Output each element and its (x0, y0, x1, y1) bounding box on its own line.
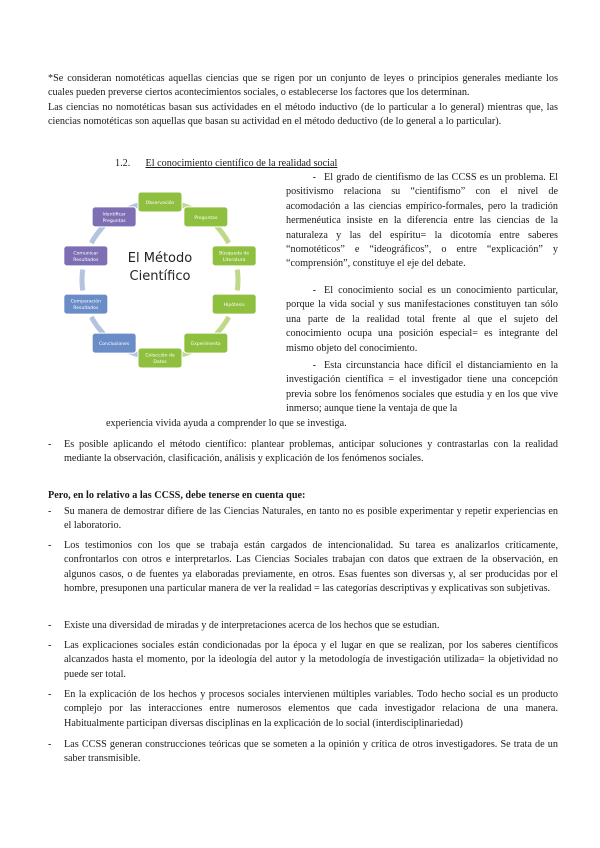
method-step-label: Literatura (222, 257, 246, 263)
bullet-item (48, 688, 558, 731)
bullet-text: Las explicaciones sociales están condicionadas por la época y el lugar en que se realizan, por los saberes científicos alcanzados hasta el momento, por la ideología del autor y la metodología de investigación utilizada= la objetividad no puede ser total. (64, 640, 558, 680)
bullet-item (48, 539, 558, 597)
method-step (212, 246, 256, 266)
right-paragraph-3 (286, 359, 558, 417)
bullet-text: Los testimonios con los que se trabaja están cargados de intencionalidad. Su tarea es analizarlos críticamente, confrontarlos con otros e interpretarlos. Las Ciencias Sociales trabajan con datos que extraen de la observación, en algunos casos, o de fuentes ya elaboradas previamente, en otros. Esas fuentes son diversas y, al ser producidas por el hombre, presuponen una particular manera de ver la realidad = las categorías descriptivas y explicativas son subjetivas. (64, 540, 558, 595)
method-step-label: Preguntas (102, 218, 126, 224)
bullet-item (48, 639, 558, 682)
method-step (64, 246, 108, 266)
method-step-label: Preguntas (194, 215, 218, 221)
dash-marker: - (312, 285, 316, 296)
diagram-title-line2: Científico (129, 269, 191, 284)
paragraph-text: El conocimiento social es un conocimiento particular, porque la vida social y sus manifestaciones constituyen tan sólo una parte de la realidad total frente al que el sujeto del conocimiento ocupa una posición especial= es integrante del mismo objeto del conocimiento. (286, 285, 558, 354)
bullet-text: Es posible aplicando el método científico: plantear problemas, anticipar soluciones y contrastarlas con la realidad mediante la observación, clasificación, análisis y explicación de los fenómenos sociales. (64, 439, 558, 465)
bullet-text: Las CCSS generan construcciones teóricas que se someten a la opinión y crítica de otros investigadores. Se trata de un saber transmisible. (64, 739, 558, 765)
method-step (138, 192, 182, 212)
dash-marker: - (48, 640, 52, 651)
right-paragraph-1 (286, 171, 558, 272)
section-heading (115, 157, 415, 171)
cycle-arrow-segment (82, 270, 83, 291)
method-step-label: Identificar (102, 212, 126, 218)
subheading: Pero, en lo relativo a las CCSS, debe tenerse en cuenta que: (48, 490, 306, 501)
method-step (92, 207, 136, 227)
method-step (64, 294, 108, 314)
method-step-label: Conclusiones (99, 342, 130, 348)
paragraph-text: El grado de cientifismo de las CCSS es un problema. El positivismo relaciona su “cientifismo” con el nivel de acomodación a las ciencias empírico-formales, pero la tradición hermenéutica insiste en la diferencia entre las ciencias de la naturaleza y las del espíritu= la dicotomía entre saberes “nomotéticos” e “ideográficos”, o entre “explicación” y “comprensión”, constituye el eje del debate. (286, 172, 558, 270)
method-step-label: Hipótesis (223, 303, 245, 309)
method-step-label: Datos (153, 360, 167, 365)
method-step-label: Resultados (73, 257, 99, 263)
dash-marker: - (312, 172, 316, 183)
bullet-text: Su manera de demostrar difiere de las Ciencias Naturales, en tanto no es posible experimentar y repetir experiencias en el laboratorio. (64, 506, 558, 532)
paragraph-text: Esta circunstancia hace difícil el distanciamiento en la investigación científica = el investigador tiene una concepción previa sobre los fenómenos sociales que estudia y en los que vive inmerso; aunque tiene la ventaja de que la (286, 360, 558, 415)
paragraph-continuation: experiencia vivida ayuda a comprender lo que se investiga. (106, 418, 347, 429)
method-step (138, 348, 182, 368)
dash-marker: - (48, 439, 52, 450)
scientific-method-cycle-graphic (44, 176, 276, 386)
dash-marker: - (48, 506, 52, 517)
intro-nomotetic-comparison: Las ciencias no nomotéticas basan sus actividades en el método inductivo (de lo particular a lo general) mientras que, las ciencias nomotéticas son aquellas que basan su actividad en el método deductivo (de lo general a lo particular). (48, 101, 558, 128)
method-step (184, 333, 228, 353)
bullet-text: Existe una diversidad de miradas y de interpretaciones acerca de los hechos que se estudian. (64, 620, 440, 631)
method-step (212, 294, 256, 314)
bullet-item (48, 619, 558, 633)
dash-marker: - (48, 620, 52, 631)
method-step-label: Comunicar (73, 251, 99, 257)
diagram-title-line1: El Método (127, 251, 193, 266)
bullet-item (48, 505, 558, 534)
intro-nomotetic-definition: *Se consideran nomotéticas aquellas ciencias que se rigen por un conjunto de leyes o principios generales mediante los cuales pueden preverse ciertos acontecimientos sociales, o establecerse los factores que los determinan. (48, 73, 558, 99)
dash-marker: - (48, 689, 52, 700)
method-step-label: Resultados (73, 306, 99, 312)
method-step-label: Comparación (70, 299, 102, 305)
method-step (92, 333, 136, 353)
dash-marker: - (48, 540, 52, 551)
bullet-method (48, 438, 558, 467)
method-step-label: Colección de (145, 353, 175, 359)
method-step (184, 207, 228, 227)
section-title: El conocimiento científico de la realidad social (145, 158, 338, 169)
dash-marker: - (48, 739, 52, 750)
bullet-text: En la explicación de los hechos y procesos sociales intervienen múltiples variables. Todo hecho social es un producto complejo por las interacciones entre numerosos elementos que cada investigador relaciona de una manera. Habitualmente participan diversas disciplinas en la explicación de lo social (interdisciplinariedad) (64, 689, 558, 729)
method-step-label: Observación (145, 201, 175, 206)
bullet-item (48, 738, 558, 767)
method-step-label: Experimento (191, 342, 221, 348)
section-number: 1.2. (115, 158, 131, 169)
dash-marker: - (312, 360, 316, 371)
scientific-method-diagram (44, 176, 276, 386)
method-step-label: Búsqueda de (219, 251, 250, 257)
intro-block (48, 72, 558, 130)
cycle-arrow-segment (237, 270, 238, 291)
right-paragraph-2 (286, 284, 558, 356)
